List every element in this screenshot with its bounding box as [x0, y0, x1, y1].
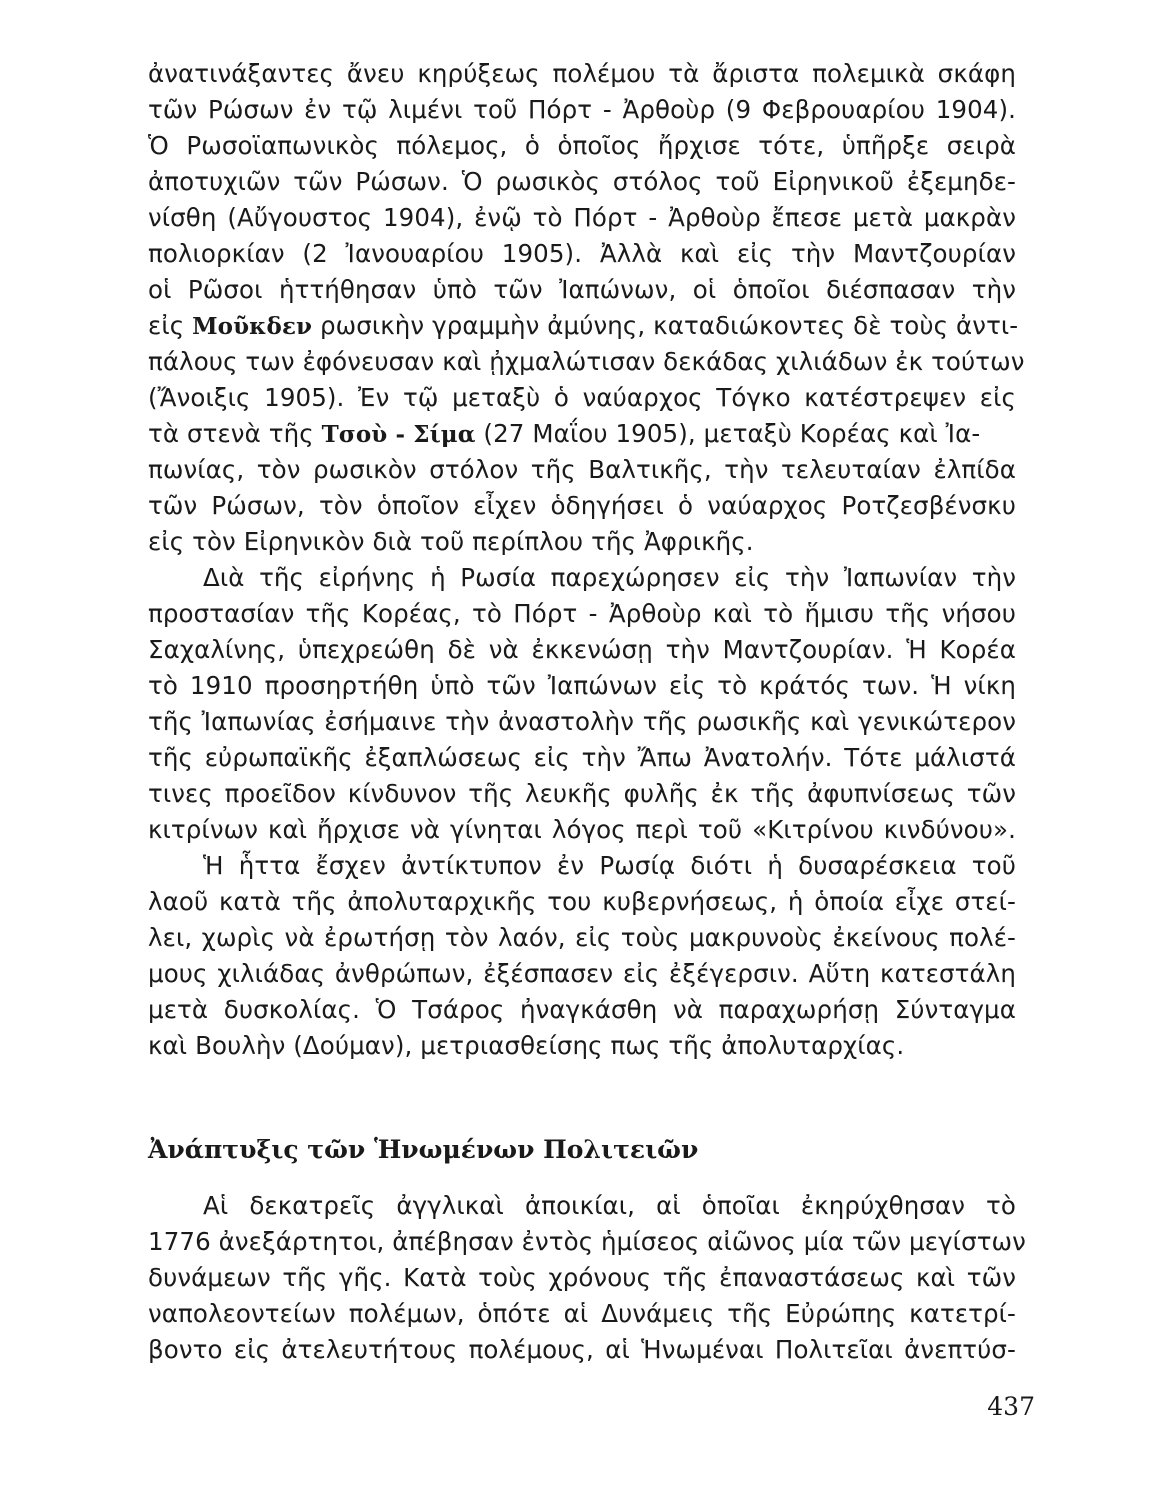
text-line: λει, χωρὶς νὰ ἐρωτήσῃ τὸν λαόν, εἰς τοὺς μακρυνοὺς ἐκείνους πολέ- — [148, 923, 1016, 952]
page-number: 437 — [987, 1392, 1035, 1421]
text-line: τὸ 1910 προσηρτήθη ὑπὸ τῶν Ἰαπώνων εἰς τὸ κράτός των. Ἡ νίκη — [148, 671, 1016, 700]
text-line: τῆς Ἰαπωνίας ἐσήμαινε τὴν ἀναστολὴν τῆς ρωσικῆς καὶ γενικώτερον — [148, 707, 1016, 736]
bold-place-name: Μοῦκδεν — [192, 313, 313, 340]
text-line: δυνάμεων τῆς γῆς. Κατὰ τοὺς χρόνους τῆς ἐπαναστάσεως καὶ τῶν — [148, 1263, 1016, 1292]
text-line: Σαχαλίνης, ὑπεχρεώθη δὲ νὰ ἐκκενώσῃ τὴν Μαντζουρίαν. Ἡ Κορέα — [148, 635, 1016, 664]
text-line — [148, 308, 1019, 344]
text-fragment: ρωσικὴν γραμμὴν ἀμύνης, καταδιώκοντες δὲ τοὺς ἀντι- — [312, 311, 1019, 340]
text-line: προστασίαν τῆς Κορέας, τὸ Πόρτ - Ἀρθοὺρ καὶ τὸ ἥμισυ τῆς νήσου — [148, 599, 1016, 628]
text-line: τῆς εὐρωπαϊκῆς ἐξαπλώσεως εἰς τὴν Ἄπω Ἀνατολήν. Τότε μάλιστά — [148, 743, 1016, 772]
text-line: πωνίας, τὸν ρωσικὸν στόλον τῆς Βαλτικῆς, τὴν τελευταίαν ἐλπίδα — [148, 455, 1016, 484]
text-fragment: (27 Μαΐου 1905), μεταξὺ Κορέας καὶ Ἰα- — [475, 419, 981, 448]
text-line: πάλους των ἐφόνευσαν καὶ ᾐχμαλώτισαν δεκάδας χιλιάδων ἐκ τούτων — [148, 347, 1025, 376]
text-line: οἱ Ρῶσοι ἡττήθησαν ὑπὸ τῶν Ἰαπώνων, οἱ ὁποῖοι διέσπασαν τὴν — [148, 275, 1016, 304]
text-line: τῶν Ρώσων, τὸν ὁποῖον εἶχεν ὁδηγήσει ὁ ναύαρχος Ροτζεσβένσκυ — [148, 491, 1016, 520]
text-line: μετὰ δυσκολίας. Ὁ Τσάρος ἠναγκάσθη νὰ παραχωρήσῃ Σύνταγμα — [148, 995, 1016, 1024]
text-line: τινες προεῖδον κίνδυνον τῆς λευκῆς φυλῆς ἐκ τῆς ἀφυπνίσεως τῶν — [148, 779, 1016, 808]
text-line: καὶ Βουλὴν (Δούμαν), μετριασθείσης πως τῆς ἀπολυταρχίας. — [148, 1031, 905, 1060]
text-fragment: εἰς — [148, 311, 193, 340]
text-line: νίσθη (Αὔγουστος 1904), ἐνῷ τὸ Πόρτ - Ἀρθοὺρ ἔπεσε μετὰ μακρὰν — [148, 203, 1016, 232]
section-heading: Ἀνάπτυξις τῶν Ἡνωμένων Πολιτειῶν — [148, 1135, 699, 1164]
text-line: Ὁ Ρωσοϊαπωνικὸς πόλεμος, ὁ ὁποῖος ἤρχισε τότε, ὑπῆρξε σειρὰ — [148, 131, 1016, 160]
text-line — [148, 416, 1016, 452]
text-line: Ἡ ἧττα ἔσχεν ἀντίκτυπον ἐν Ρωσίᾳ διότι ἡ δυσαρέσκεια τοῦ — [203, 851, 1016, 880]
text-line: ναπολεοντείων πολέμων, ὁπότε αἱ Δυνάμεις τῆς Εὐρώπης κατετρί- — [148, 1299, 1016, 1328]
text-line: (Ἄνοιξις 1905). Ἐν τῷ μεταξὺ ὁ ναύαρχος Τόγκο κατέστρεψεν εἰς — [148, 383, 1016, 412]
text-line: 1776 ἀνεξάρτητοι, ἀπέβησαν ἐντὸς ἡμίσεος αἰῶνος μία τῶν μεγίστων — [148, 1227, 1026, 1256]
text-line: βοντο εἰς ἀτελευτήτους πολέμους, αἱ Ἡνωμέναι Πολιτεῖαι ἀνεπτύσ- — [148, 1335, 1016, 1364]
text-line: ἀνατινάξαντες ἄνευ κηρύξεως πολέμου τὰ ἄριστα πολεμικὰ σκάφη — [148, 59, 1016, 88]
text-line: Αἱ δεκατρεῖς ἀγγλικαὶ ἀποικίαι, αἱ ὁποῖαι ἐκηρύχθησαν τὸ — [203, 1191, 1016, 1220]
text-line: τῶν Ρώσων ἐν τῷ λιμένι τοῦ Πόρτ - Ἀρθοὺρ (9 Φεβρουαρίου 1904). — [148, 95, 1016, 124]
text-line: κιτρίνων καὶ ἤρχισε νὰ γίνηται λόγος περὶ τοῦ «Κιτρίνου κινδύνου». — [148, 815, 1016, 844]
text-line: εἰς τὸν Εἰρηνικὸν διὰ τοῦ περίπλου τῆς Ἀφρικῆς. — [148, 527, 754, 556]
text-line: πολιορκίαν (2 Ἰανουαρίου 1905). Ἀλλὰ καὶ εἰς τὴν Μαντζουρίαν — [148, 239, 1016, 268]
text-line: μους χιλιάδας ἀνθρώπων, ἐξέσπασεν εἰς ἐξέγερσιν. Αὕτη κατεστάλη — [148, 959, 1016, 988]
bold-place-name: Τσοὺ - Σίμα — [321, 421, 476, 448]
text-line: λαοῦ κατὰ τῆς ἀπολυταρχικῆς του κυβερνήσεως, ἡ ὁποία εἶχε στεί- — [148, 887, 1016, 916]
text-line: ἀποτυχιῶν τῶν Ρώσων. Ὁ ρωσικὸς στόλος τοῦ Εἰρηνικοῦ ἐξεμηδε- — [148, 167, 1016, 196]
text-fragment: τὰ στενὰ τῆς — [148, 419, 322, 448]
text-line: Διὰ τῆς εἰρήνης ἡ Ρωσία παρεχώρησεν εἰς τὴν Ἰαπωνίαν τὴν — [203, 563, 1016, 592]
